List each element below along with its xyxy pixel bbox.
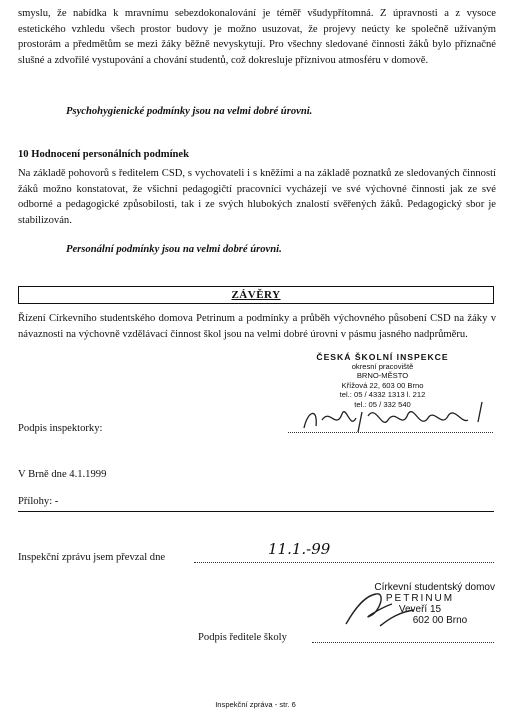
inspector-signature: [296, 400, 496, 436]
zavery-paragraph: Řízení Církevního studentského domova Petrinum a podmínky a průběh výchovného působení CSD na žáky v návaznosti na výchovně vzdělávací činnost škol jsou na velmi dobré úrovni v pásmu jasného nadprůměru.: [18, 313, 496, 340]
csi-stamp-line3: Křížová 22, 603 00 Brno: [341, 380, 424, 390]
page-footer: Inspekční zpráva - str. 6: [215, 700, 296, 709]
attachments: Přílohy: -: [18, 496, 59, 507]
separator-line: [18, 511, 494, 512]
director-signature: [340, 590, 420, 630]
domov-stamp-line1: Církevní studentský domov: [374, 582, 495, 593]
csi-stamp-line2: BRNO-MĚSTO: [356, 371, 409, 381]
csi-stamp-title: ČESKÁ ŠKOLNÍ INSPEKCE: [316, 352, 449, 362]
zavery-box: [18, 286, 494, 304]
section10-conclusion: Personální podmínky jsou na velmi dobré úrovni.: [66, 244, 282, 255]
section10-paragraph: Na základě pohovorů s ředitelem CSD, s vychovateli i s kněžími a na základě poznatků ze sledovaných činností žáků možno konstatovat, že všichni pedagogičtí pracovníci vycházejí ve své výchovné činnosti jak ze své odborné a pedagogické způsobilosti, tak i ze svých hlubokých znalostí svěřených žáků. Pedagogický sbor je stabilizován.: [18, 168, 496, 226]
domov-stamp-line4: 602 00 Brno: [412, 615, 468, 626]
inspector-signature-label: Podpis inspektorky:: [18, 423, 103, 434]
received-label: Inspekční zprávu jsem převzal dne: [18, 552, 166, 563]
zavery-title: ZÁVĚRY: [231, 289, 281, 301]
received-date-line: [194, 562, 494, 563]
csi-stamp-line5: tel.: 05 / 332 540: [354, 399, 411, 409]
section9-conclusion: Psychohygienické podmínky jsou na velmi dobré úrovni.: [66, 106, 313, 117]
received-date: 11.1.-99: [268, 540, 331, 558]
domov-stamp-line2: PETRINUM: [385, 593, 455, 604]
section10-heading: 10 Hodnocení personálních podmínek: [18, 149, 190, 160]
director-signature-label: Podpis ředitele školy: [198, 632, 287, 643]
section9-paragraph: smyslu, že nabídka k mravnímu sebezdokonalování je téměř všudypřítomná. Z úpravnosti a z vysoce estetického vzhledu všech prostor budovy je možno usuzovat, že projevy neúcty ke společně užívaným prostorám a předmětům se mezi žáky běžně nevyskytují. Pro všechny sledované činnosti žáků bylo příznačné slušné a zdvořilé vystupování a chování studentů, což dokresluje příznivou atmosféru v domově.: [18, 8, 496, 66]
director-signature-line: [312, 642, 494, 643]
csi-stamp-line1: okresní pracoviště: [351, 362, 414, 371]
domov-stamp-line3: Veveří 15: [398, 604, 442, 615]
csi-stamp-line4: tel.: 05 / 4332 1313 l. 212: [339, 390, 426, 400]
place-date: V Brně dne 4.1.1999: [18, 469, 107, 480]
